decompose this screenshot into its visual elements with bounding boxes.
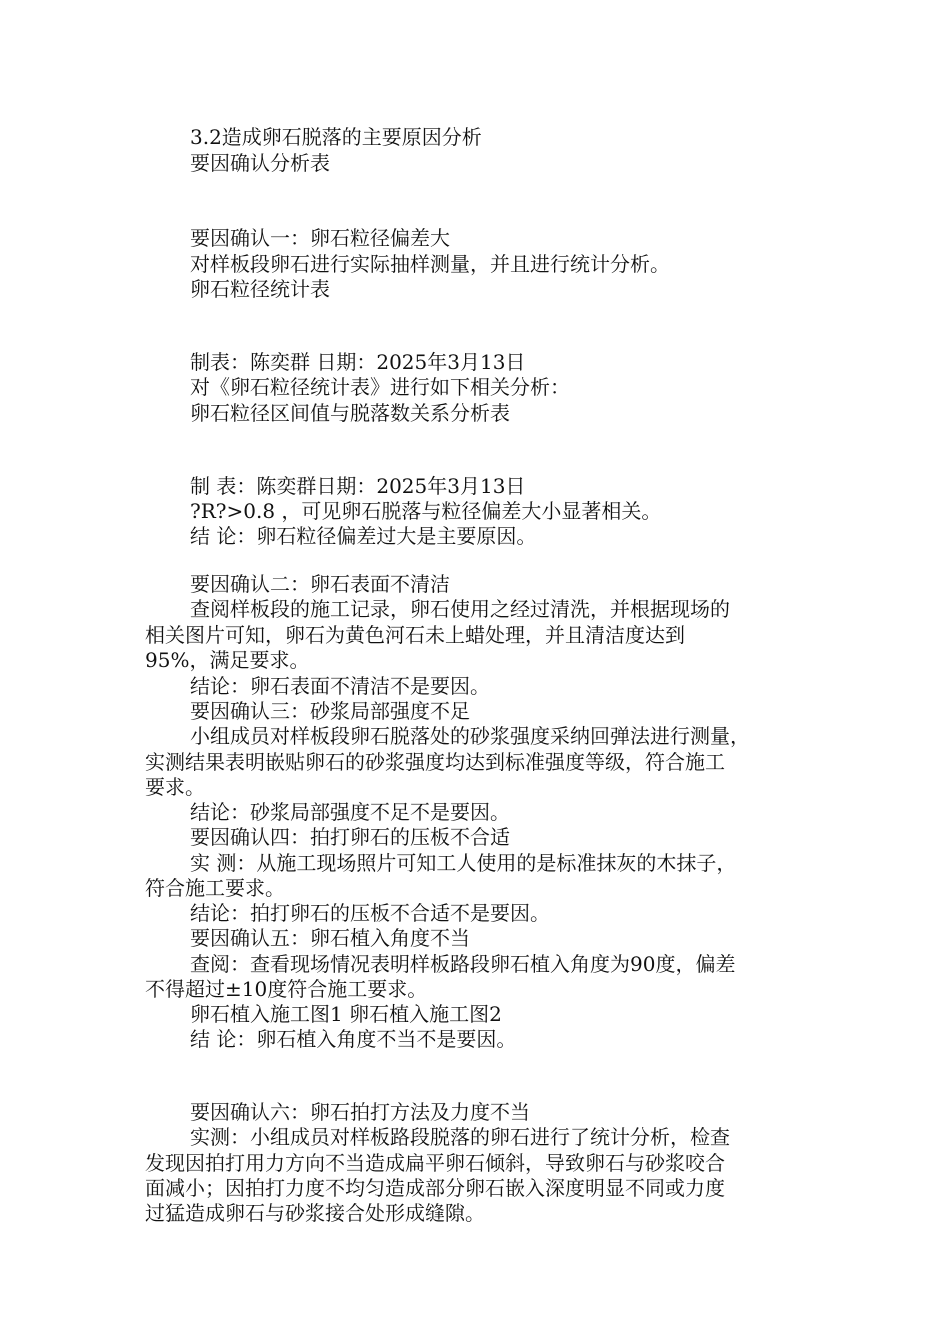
factor2-body-line: 95%，满足要求。 [145,648,310,672]
factor2-body-line: 查阅样板段的施工记录，卵石使用之经过清洗，并根据现场的 [190,597,730,621]
factor3-body-line: 实测结果表明嵌贴卵石的砂浆强度均达到标准强度等级，符合施工 [145,750,725,774]
factor1-conclusion: 结 论：卵石粒径偏差过大是主要原因。 [190,524,537,548]
factor3-heading: 要因确认三：砂浆局部强度不足 [190,699,470,723]
factor4-body-line: 实 测：从施工现场照片可知工人使用的是标准抹灰的木抹子， [190,851,737,875]
factor5-body-line: 查阅：查看现场情况表明样板路段卵石植入角度为90度，偏差 [190,952,736,976]
factor6-body-line: 实测：小组成员对样板路段脱落的卵石进行了统计分析，检查 [190,1125,730,1149]
factor3-body-line: 小组成员对样板段卵石脱落处的砂浆强度采纳回弹法进行测量， [190,724,750,748]
factor1-analysis-intro: 对《卵石粒径统计表》进行如下相关分析： [190,375,570,399]
factor1-table-caption: 卵石粒径统计表 [190,277,330,301]
factor4-conclusion: 结论：拍打卵石的压板不合适不是要因。 [190,901,550,925]
factor4-body-line: 符合施工要求。 [145,876,285,900]
factor3-conclusion: 结论：砂浆局部强度不足不是要因。 [190,800,510,824]
factor2-body-line: 相关图片可知，卵石为黄色河石未上蜡处理，并且清洁度达到 [145,623,685,647]
factor1-table-caption-2: 卵石粒径区间值与脱落数关系分析表 [190,401,510,425]
factor5-conclusion: 结 论：卵石植入角度不当不是要因。 [190,1027,517,1051]
factor1-heading: 要因确认一：卵石粒径偏差大 [190,226,450,250]
factor1-maker-line: 制表：陈奕群 日期：2025年3月13日 [190,350,526,374]
factor2-heading: 要因确认二：卵石表面不清洁 [190,572,450,596]
section-heading: 3.2造成卵石脱落的主要原因分析 [190,125,482,149]
factor6-body-line: 过猛造成卵石与砂浆接合处形成缝隙。 [145,1201,485,1225]
table-title: 要因确认分析表 [190,151,330,175]
factor3-body-line: 要求。 [145,775,205,799]
factor5-heading: 要因确认五：卵石植入角度不当 [190,926,470,950]
factor1-correlation: ?R?>0.8 ，可见卵石脱落与粒径偏差大小显著相关。 [190,499,662,523]
factor4-heading: 要因确认四：拍打卵石的压板不合适 [190,825,510,849]
factor6-heading: 要因确认六：卵石拍打方法及力度不当 [190,1100,530,1124]
factor6-body-line: 发现因拍打用力方向不当造成扁平卵石倾斜，导致卵石与砂浆咬合 [145,1151,725,1175]
factor5-figure-captions: 卵石植入施工图1 卵石植入施工图2 [190,1002,502,1026]
factor5-body-line: 不得超过±10度符合施工要求。 [145,977,428,1001]
factor6-body-line: 面减小；因拍打力度不均匀造成部分卵石嵌入深度明显不同或力度 [145,1176,725,1200]
factor2-conclusion: 结论：卵石表面不清洁不是要因。 [190,674,490,698]
factor1-maker-line-2: 制 表：陈奕群日期：2025年3月13日 [190,474,526,498]
factor1-text: 对样板段卵石进行实际抽样测量，并且进行统计分析。 [190,252,670,276]
